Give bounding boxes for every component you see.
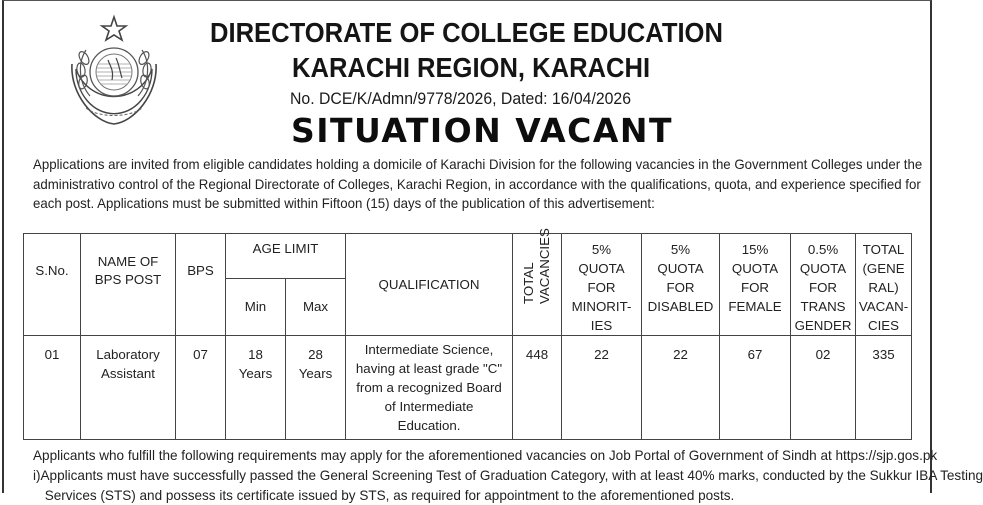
cell-bps: 07: [176, 336, 226, 440]
header-total-vacancies: [513, 228, 562, 336]
cell-age-min: [226, 336, 286, 440]
total-general-line: CIES: [867, 318, 900, 333]
cell-qualification: [346, 336, 513, 440]
total-general-line: VACAN-: [858, 299, 909, 314]
quota-pct: 0.5%: [807, 242, 839, 257]
quota-pct: 5%: [670, 242, 691, 257]
cell-quota-minorities: 22: [562, 336, 642, 440]
quota-category-cont: GENDER: [794, 318, 852, 333]
quota-for: FOR: [740, 280, 770, 295]
quota-for: FOR: [666, 280, 695, 295]
cell-quota-disabled: 22: [642, 336, 720, 440]
quota-pct: 15%: [741, 242, 769, 257]
cell-quota-female: 67: [720, 336, 791, 440]
requirement-item: i)Applicants must have successfully passed the General Screening Test of Graduation Category, with at least 40% marks, conducted by the Sukkur IBA Testing: [33, 467, 983, 483]
age-max-unit: Years: [298, 366, 333, 381]
quota-word: QUOTA: [799, 261, 847, 276]
total-general-line: TOTAL: [862, 242, 905, 257]
age-max-value: 28: [308, 347, 323, 362]
header-age-limit: AGE LIMIT: [226, 234, 346, 279]
quota-for: FOR: [587, 280, 616, 295]
header-total-vacancies-text: [521, 228, 553, 304]
cell-quota-transgender: 02: [791, 336, 856, 440]
quota-word: QUOTA: [578, 261, 625, 276]
qualification-line: Intermediate Science,: [364, 342, 494, 357]
intro-line: each post. Applications must be submitted within Fiftoon (15) days of the publication of this advertisement:: [33, 196, 655, 211]
requirement-item-cont: Services (STS) and possess its certificate issued by STS, as required for appointment to the aforementioned posts.: [44, 487, 735, 503]
intro-paragraph: [33, 155, 923, 214]
quota-category: FEMALE: [728, 299, 782, 314]
reference-number: No. DCE/K/Admn/9778/2026, Dated: 16/04/2026: [290, 89, 632, 108]
requirements-intro: Applicants who fulfill the following requirements may apply for the aforementioned vacancies on Job Portal of Government of Sindh at https://sjp.gos.pk: [33, 447, 938, 463]
intro-line: administrativo control of the Regional Directorate of Colleges, Karachi Region, in accordance with the qualifications, quota, and experience specified for: [33, 176, 921, 192]
cell-post-name: [81, 336, 176, 440]
quota-word: QUOTA: [731, 261, 779, 276]
quota-word: QUOTA: [657, 261, 704, 276]
quota-for: FOR: [808, 280, 838, 295]
quota-category: TRANS: [800, 299, 846, 314]
header-post-name: NAME OF BPS POST: [81, 234, 176, 336]
post-name-line: Assistant: [101, 366, 155, 381]
quota-pct: 5%: [591, 242, 612, 257]
cell-total-vacancies: 448: [513, 336, 562, 440]
header-quota-transgender: [791, 234, 856, 336]
post-name-line: Laboratory: [96, 347, 160, 362]
quota-category: MINORIT-: [571, 299, 632, 314]
qualification-line: having at least grade "C": [355, 361, 503, 376]
header-quota-minorities: [562, 234, 642, 336]
page-headline: SITUATION VACANT: [291, 111, 673, 150]
cell-age-max: [286, 336, 346, 440]
vacancy-table: [23, 228, 912, 440]
total-general-line: (GENE: [862, 261, 905, 276]
header-total-vacancies-label: TOTAL VACANCIES: [521, 228, 553, 304]
header-total-general: [856, 234, 912, 336]
government-of-sindh-emblem-icon: [64, 14, 164, 132]
total-general-line: RAL): [868, 280, 899, 295]
header-quota-disabled: [642, 234, 720, 336]
header-quota-female: [720, 234, 791, 336]
intro-line: Applications are invited from eligible candidates holding a domicile of Karachi Division for the following vacancies in the Government Colleges under the: [33, 157, 923, 172]
qualification-line: of Intermediate: [384, 399, 474, 414]
qualification-line: from a recognized Board: [356, 380, 502, 395]
cell-sno: 01: [24, 336, 81, 440]
cell-total-general: 335: [856, 336, 912, 440]
header-age-max: Max: [286, 278, 346, 335]
header-age-min: Min: [226, 278, 286, 335]
qualification-line: Education.: [397, 418, 461, 433]
organization-title: DIRECTORATE OF COLLEGE EDUCATION: [210, 17, 723, 48]
age-min-value: 18: [248, 347, 263, 362]
header-qualification: QUALIFICATION: [346, 234, 513, 336]
quota-category-cont: IES: [590, 318, 613, 333]
age-min-unit: Years: [238, 366, 273, 381]
quota-category: DISABLED: [647, 299, 714, 314]
requirements-section: [33, 445, 983, 505]
table-row: [24, 336, 912, 440]
header-bps: BPS: [176, 234, 226, 336]
region-title: KARACHI REGION, KARACHI: [292, 52, 651, 83]
header-sno: S.No.: [24, 234, 81, 336]
